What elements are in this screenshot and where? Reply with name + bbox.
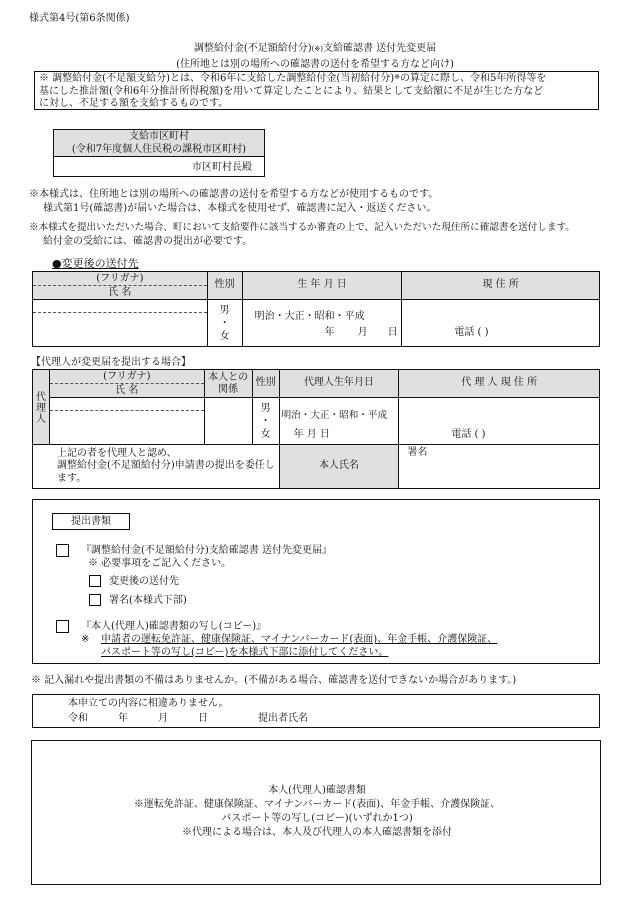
doc1-title: 『調整給付金(不足額給付分)支給確認書 送付先変更届』 bbox=[81, 545, 332, 556]
address-label: 現 住 所 bbox=[402, 272, 600, 300]
documents-heading: 提出書類 bbox=[52, 513, 130, 530]
sub1-label: 変更後の送付先 bbox=[109, 576, 179, 587]
delegation-line2: 調整給付金(不足額給付分)申請書の提出を委任します。 bbox=[57, 460, 275, 484]
relation-label: 本人との関係 bbox=[204, 370, 252, 398]
agent-address-label: 代 理 人 現 住 所 bbox=[399, 370, 600, 398]
principal-name-label: 本人氏名 bbox=[279, 445, 399, 489]
agent-side-label: 代理人 bbox=[33, 370, 50, 445]
municipality-head: 支給市区町村 bbox=[129, 131, 189, 142]
note-usage: ※本様式は、住所地とは別の場所への確認書の送付を希望する方などが使用するものです。 bbox=[29, 189, 439, 200]
destination-table bbox=[32, 271, 600, 347]
check-note: ※ 記入漏れや提出書類の不備はありませんか。(不備がある場合、確認書を送付できないか場合があります。) bbox=[31, 675, 517, 686]
municipality-box bbox=[53, 129, 265, 177]
birthdate-field[interactable]: 明治・大正・昭和・平成 年 月 日 bbox=[242, 300, 402, 347]
submitter-name-label: 提出者氏名 bbox=[258, 713, 308, 724]
phone-label: 電話 ( ) bbox=[454, 327, 489, 338]
agent-name-label: 氏 名 bbox=[115, 384, 139, 396]
declaration-text: 本申立ての内容に相違ありません。 bbox=[68, 698, 229, 709]
section2-heading: 【代理人が変更届を提出する場合】 bbox=[31, 357, 191, 368]
section1-heading: ●変更後の送付先 bbox=[52, 257, 139, 270]
agent-birthdate-label: 代理人生年月日 bbox=[279, 370, 399, 398]
doc2-note-line2: パスポート等の写し(コピー)を本様式下部に添付してください。 bbox=[101, 647, 389, 658]
note-review-sub: 給付金の受給には、確認書の提出が必要です。 bbox=[43, 236, 253, 247]
submitter-name-field[interactable] bbox=[323, 713, 583, 727]
sub2-checkbox[interactable] bbox=[89, 594, 101, 606]
form-number: 様式第4号(第6条関係) bbox=[29, 13, 130, 24]
agent-birthdate-field[interactable]: 明治・大正・昭和・平成 年 月 日 bbox=[279, 398, 399, 445]
attach-line2: ※運転免許証、健康保険証、マイナンバーカード(表面)、年金手帳、介護保険証、 bbox=[133, 799, 501, 810]
doc2-title: 『本人(代理人)確認書類の写し(コピー)』 bbox=[81, 621, 267, 632]
name-label: 氏 名 bbox=[108, 286, 132, 298]
form-title: 調整給付金(不足額給付分)(※)支給確認書 送付先変更届 bbox=[193, 43, 437, 54]
doc2-note-line1: 申請者の運転免許証、健康保険証、マイナンバーカード(表面)、年金手帳、介護保険証、 bbox=[101, 634, 498, 645]
agent-gender-field[interactable]: 男 ・ 女 bbox=[252, 398, 279, 445]
attach-line3: パスポート等の写し(コピー)(いずれか1つ) bbox=[221, 813, 413, 824]
agent-address-field[interactable] bbox=[399, 398, 600, 445]
municipality-subhead: (令和7年度個人住民税の課税市区町村) bbox=[71, 143, 247, 155]
relation-field[interactable] bbox=[204, 398, 252, 445]
date-day: 日 bbox=[198, 713, 208, 724]
agent-furigana-field[interactable] bbox=[50, 398, 204, 411]
furigana-label: (フリガナ) bbox=[33, 273, 207, 286]
documents-box bbox=[32, 499, 600, 664]
municipality-recipient: 市区町村長殿 bbox=[192, 162, 252, 173]
agent-gender-label: 性別 bbox=[252, 370, 279, 398]
form-subtitle: (住所地とは別の場所への確認書の送付を希望する方など向け) bbox=[176, 59, 454, 70]
declaration-box bbox=[32, 694, 600, 728]
attach-line4: ※代理による場合は、本人及び代理人の本人確認書類を添付 bbox=[182, 827, 452, 838]
agent-furigana-label: (フリガナ) bbox=[50, 371, 204, 384]
doc2-checkbox[interactable] bbox=[56, 620, 69, 633]
agent-phone-label: 電話 ( ) bbox=[451, 429, 486, 440]
gender-field[interactable]: 男 ・ 女 bbox=[207, 300, 242, 347]
name-field[interactable] bbox=[33, 313, 207, 346]
note-review: ※本様式を提出いただいた場合、町において支給要件に該当するか審査の上で、記入いただいた現住所に確認書を送付します。 bbox=[29, 222, 575, 233]
doc1-checkbox[interactable] bbox=[56, 544, 69, 557]
agent-name-field[interactable] bbox=[50, 411, 204, 444]
address-field[interactable] bbox=[402, 300, 600, 347]
notice-box: ※ 調整給付金(不足額支給分)とは、令和6年に支給した調整給付金(当初給付分)※の算定に際し、令和5年所得等を 基にした推計額(令和6年分推計所得税額)を用いて算定したことにより、結果として支給額に不足が生じた方など に対し、不足する額を支給するものです。 bbox=[34, 71, 599, 110]
agent-table bbox=[32, 369, 600, 489]
date-year: 年 bbox=[118, 713, 128, 724]
attach-line1: 本人(代理人)確認書類 bbox=[268, 785, 366, 796]
sub2-label: 署名(本様式下部) bbox=[109, 595, 187, 606]
doc1-note: ※ 必要事項をご記入ください。 bbox=[88, 558, 232, 569]
date-reiwa: 令和 bbox=[68, 713, 88, 724]
attachment-box[interactable] bbox=[31, 740, 601, 885]
sub1-checkbox[interactable] bbox=[89, 575, 101, 587]
furigana-field[interactable] bbox=[33, 300, 207, 313]
note-usage-sub: 様式第1号(確認書)が届いた場合は、本様式を使用せず、確認書に記入・返送ください。 bbox=[43, 203, 437, 214]
gender-label: 性別 bbox=[207, 272, 242, 300]
birthdate-label: 生 年 月 日 bbox=[242, 272, 402, 300]
signature-label: 署名 bbox=[407, 447, 428, 458]
doc2-note-mark: ※ bbox=[81, 634, 90, 645]
signature-field[interactable] bbox=[399, 445, 600, 489]
delegation-line1: 上記の者を代理人と認め、 bbox=[57, 447, 177, 459]
date-month: 月 bbox=[158, 713, 168, 724]
